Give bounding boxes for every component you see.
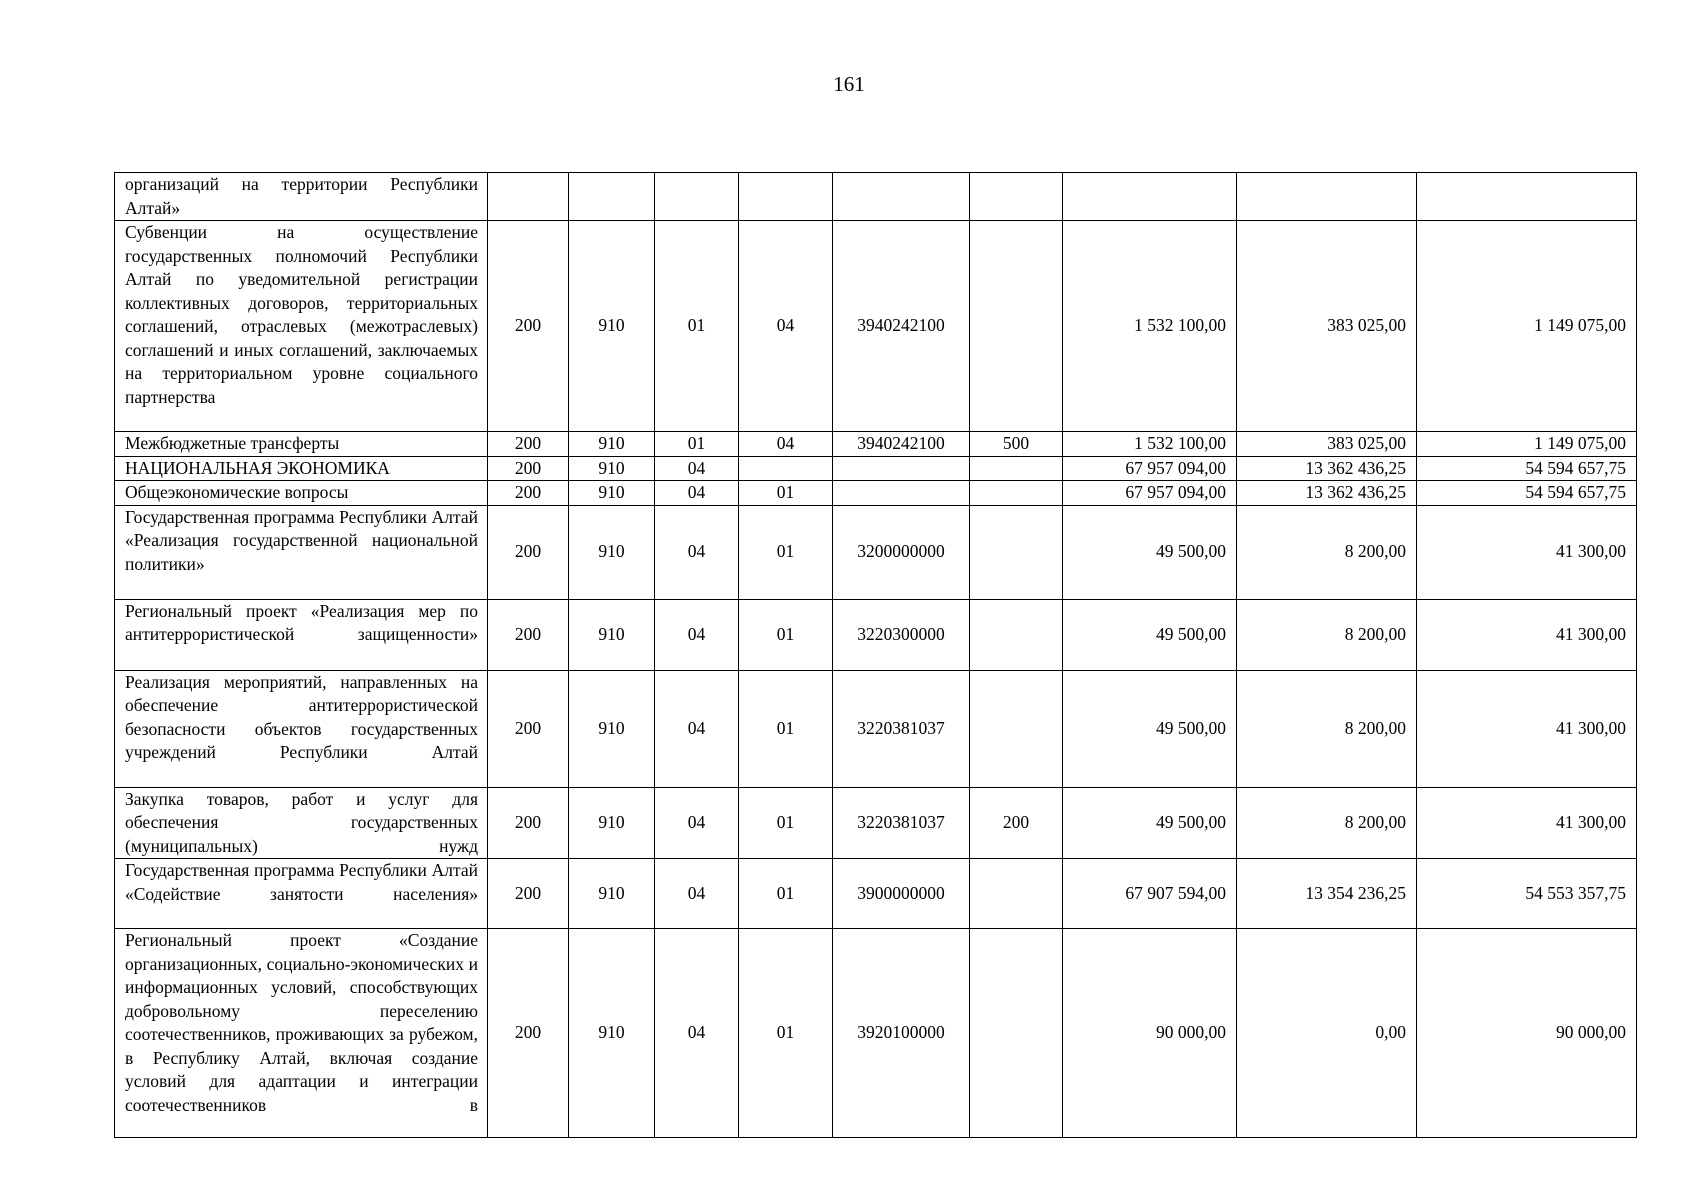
- expense-type-cell: [970, 481, 1063, 506]
- section-cell: 04: [655, 505, 739, 599]
- table-row: [115, 505, 1637, 599]
- amount-cell: 41 300,00: [1417, 505, 1637, 599]
- code-cell: 910: [569, 432, 655, 457]
- item-name-cell: Реализация мероприятий, направленных на обеспечение антитеррористической безопасности объектов государственных учреждений Республики Алтай: [115, 670, 488, 787]
- section-cell: 04: [655, 787, 739, 859]
- page-number: 161: [833, 72, 865, 96]
- amount-cell: 54 594 657,75: [1417, 481, 1637, 506]
- subsection-cell: [739, 173, 833, 221]
- code-cell: 200: [488, 859, 569, 929]
- amount-cell: 13 354 236,25: [1237, 859, 1417, 929]
- item-name-cell: Субвенции на осуществление государственных полномочий Республики Алтай по уведомительной регистрации коллективных договоров, территориальных соглашений, отраслевых (межотраслевых) соглашений и иных соглашений, заключаемых на территориальном уровне социального партнерства: [115, 221, 488, 432]
- target-article-cell: 3220381037: [833, 670, 970, 787]
- amount-cell: 54 594 657,75: [1417, 456, 1637, 481]
- code-cell: 200: [488, 670, 569, 787]
- expense-type-cell: [970, 929, 1063, 1138]
- code-cell: 910: [569, 859, 655, 929]
- subsection-cell: 04: [739, 221, 833, 432]
- section-cell: 01: [655, 221, 739, 432]
- amount-cell: 41 300,00: [1417, 670, 1637, 787]
- amount-cell: [1417, 173, 1637, 221]
- amount-cell: 383 025,00: [1237, 432, 1417, 457]
- item-name-cell: Региональный проект «Реализация мер по антитеррористической защищенности»: [115, 599, 488, 670]
- section-cell: 04: [655, 481, 739, 506]
- expense-type-cell: 500: [970, 432, 1063, 457]
- expense-type-cell: [970, 456, 1063, 481]
- target-article-cell: 3900000000: [833, 859, 970, 929]
- code-cell: [488, 173, 569, 221]
- amount-cell: 49 500,00: [1063, 505, 1237, 599]
- expense-type-cell: [970, 173, 1063, 221]
- table-row: [115, 481, 1637, 506]
- table-row: [115, 670, 1637, 787]
- amount-cell: 8 200,00: [1237, 787, 1417, 859]
- subsection-cell: 01: [739, 929, 833, 1138]
- code-cell: 910: [569, 481, 655, 506]
- expense-type-cell: [970, 670, 1063, 787]
- subsection-cell: [739, 456, 833, 481]
- target-article-cell: 3220381037: [833, 787, 970, 859]
- amount-cell: 383 025,00: [1237, 221, 1417, 432]
- subsection-cell: 01: [739, 670, 833, 787]
- amount-cell: 8 200,00: [1237, 670, 1417, 787]
- code-cell: 200: [488, 787, 569, 859]
- amount-cell: 49 500,00: [1063, 599, 1237, 670]
- target-article-cell: 3940242100: [833, 221, 970, 432]
- amount-cell: 8 200,00: [1237, 599, 1417, 670]
- subsection-cell: 01: [739, 859, 833, 929]
- code-cell: 910: [569, 929, 655, 1138]
- table-row: [115, 173, 1637, 221]
- section-cell: [655, 173, 739, 221]
- code-cell: 910: [569, 505, 655, 599]
- item-name-cell: НАЦИОНАЛЬНАЯ ЭКОНОМИКА: [115, 456, 488, 481]
- code-cell: 200: [488, 221, 569, 432]
- expense-type-cell: [970, 505, 1063, 599]
- table-row: [115, 456, 1637, 481]
- target-article-cell: [833, 481, 970, 506]
- expense-type-cell: [970, 859, 1063, 929]
- amount-cell: 54 553 357,75: [1417, 859, 1637, 929]
- amount-cell: 49 500,00: [1063, 670, 1237, 787]
- section-cell: 04: [655, 599, 739, 670]
- amount-cell: 67 907 594,00: [1063, 859, 1237, 929]
- expense-type-cell: 200: [970, 787, 1063, 859]
- target-article-cell: [833, 173, 970, 221]
- item-name-cell: Закупка товаров, работ и услуг для обеспечения государственных (муниципальных) нужд: [115, 787, 488, 859]
- amount-cell: 90 000,00: [1063, 929, 1237, 1138]
- table-row: [115, 787, 1637, 859]
- amount-cell: 13 362 436,25: [1237, 456, 1417, 481]
- amount-cell: 1 532 100,00: [1063, 221, 1237, 432]
- section-cell: 04: [655, 456, 739, 481]
- code-cell: 200: [488, 456, 569, 481]
- amount-cell: 41 300,00: [1417, 599, 1637, 670]
- item-name-cell: Региональный проект «Создание организационных, социально-экономических и информационных условий, способствующих добровольному переселению соотечественников, проживающих за рубежом, в Республику Алтай, включая создание условий для адаптации и интеграции соотечественников в: [115, 929, 488, 1138]
- subsection-cell: 01: [739, 481, 833, 506]
- item-name-cell: Государственная программа Республики Алтай «Содействие занятости населения»: [115, 859, 488, 929]
- target-article-cell: 3220300000: [833, 599, 970, 670]
- table-row: [115, 929, 1637, 1138]
- amount-cell: 8 200,00: [1237, 505, 1417, 599]
- item-name-cell: Межбюджетные трансферты: [115, 432, 488, 457]
- table-row: [115, 599, 1637, 670]
- target-article-cell: [833, 456, 970, 481]
- amount-cell: 41 300,00: [1417, 787, 1637, 859]
- budget-table-body: [115, 173, 1637, 1138]
- section-cell: 04: [655, 929, 739, 1138]
- item-name-cell: Государственная программа Республики Алтай «Реализация государственной национальной политики»: [115, 505, 488, 599]
- code-cell: 910: [569, 670, 655, 787]
- amount-cell: 1 149 075,00: [1417, 221, 1637, 432]
- code-cell: 910: [569, 787, 655, 859]
- section-cell: 04: [655, 670, 739, 787]
- section-cell: 01: [655, 432, 739, 457]
- subsection-cell: 04: [739, 432, 833, 457]
- amount-cell: [1063, 173, 1237, 221]
- table-row: [115, 859, 1637, 929]
- budget-table: [114, 172, 1637, 1138]
- amount-cell: [1237, 173, 1417, 221]
- table-row: [115, 432, 1637, 457]
- expense-type-cell: [970, 221, 1063, 432]
- amount-cell: 13 362 436,25: [1237, 481, 1417, 506]
- amount-cell: 90 000,00: [1417, 929, 1637, 1138]
- section-cell: 04: [655, 859, 739, 929]
- code-cell: [569, 173, 655, 221]
- subsection-cell: 01: [739, 787, 833, 859]
- code-cell: 200: [488, 505, 569, 599]
- amount-cell: 67 957 094,00: [1063, 481, 1237, 506]
- item-name-cell: организаций на территории Республики Алтай»: [115, 173, 488, 221]
- amount-cell: 49 500,00: [1063, 787, 1237, 859]
- code-cell: 200: [488, 432, 569, 457]
- amount-cell: 67 957 094,00: [1063, 456, 1237, 481]
- amount-cell: 1 532 100,00: [1063, 432, 1237, 457]
- code-cell: 200: [488, 599, 569, 670]
- amount-cell: 1 149 075,00: [1417, 432, 1637, 457]
- item-name-cell: Общеэкономические вопросы: [115, 481, 488, 506]
- subsection-cell: 01: [739, 599, 833, 670]
- table-row: [115, 221, 1637, 432]
- target-article-cell: 3920100000: [833, 929, 970, 1138]
- target-article-cell: 3940242100: [833, 432, 970, 457]
- subsection-cell: 01: [739, 505, 833, 599]
- code-cell: 910: [569, 456, 655, 481]
- expense-type-cell: [970, 599, 1063, 670]
- target-article-cell: 3200000000: [833, 505, 970, 599]
- amount-cell: 0,00: [1237, 929, 1417, 1138]
- code-cell: 910: [569, 221, 655, 432]
- code-cell: 200: [488, 929, 569, 1138]
- code-cell: 910: [569, 599, 655, 670]
- code-cell: 200: [488, 481, 569, 506]
